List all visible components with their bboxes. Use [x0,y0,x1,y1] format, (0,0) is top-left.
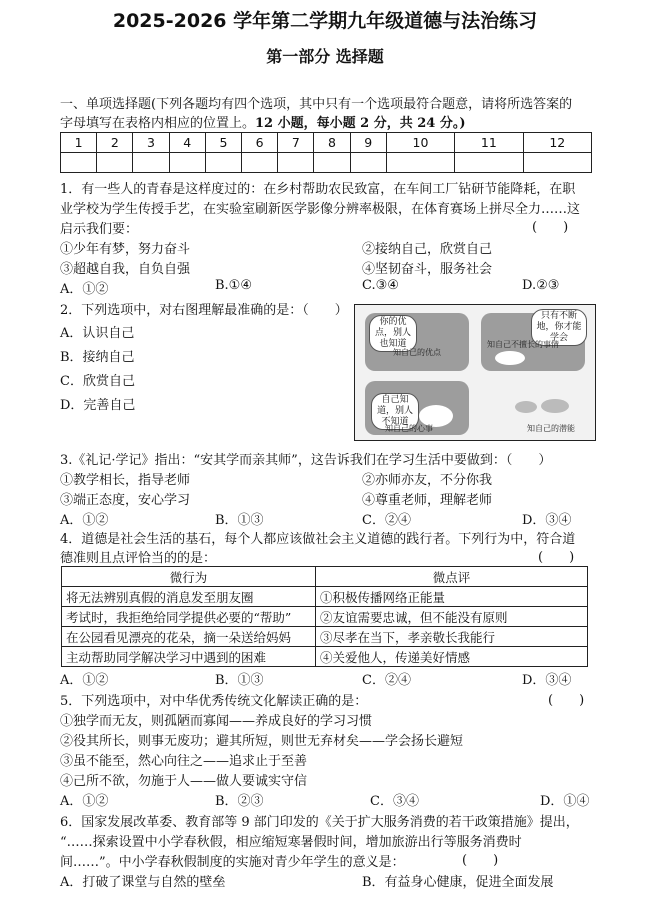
q4-comment-cell: ①积极传播网络正能量 [316,587,588,607]
figure-illustration [495,351,525,365]
answer-input-row [61,153,592,173]
q4-choice-c[interactable]: C．②④ [362,673,411,688]
q5-choice-c[interactable]: C．③④ [370,794,419,809]
section-intro-line2 [60,112,466,131]
q6-answer-paren[interactable]: ( ) [462,853,499,868]
table-row [62,587,588,607]
q1-stem-line3: 启示我们要： [60,222,139,237]
q2-choice-b[interactable]: B．接纳自己 [60,350,135,365]
q4-table-header [62,567,588,587]
intro-bold: 12 小题，每小题 2 分，共 24 分。) [255,116,466,131]
q1-option-3: ③超越自我，自负自强 [60,262,191,277]
q5-choice-a[interactable]: A．①② [60,794,109,809]
table-row [62,607,588,627]
q1-stem-line1: 1．有一些人的青春是这样度过的：在乡村帮助农民致富，在车间工厂钻研节能降耗，在职 [60,182,576,197]
figure-bubble-1: 你的优点，别人也知道 [369,315,417,352]
intro-text: 字母填写在表格内相应的位置上。 [60,116,256,131]
q3-option-1: ①教学相长，指导老师 [60,473,191,488]
q1-option-4: ④坚韧奋斗，服务社会 [362,262,493,277]
answer-cell[interactable] [133,153,169,173]
q3-option-3: ③端正态度，安心学习 [60,493,191,508]
figure-illustration [515,401,537,413]
figure-caption-3: 知自己的心事 [385,424,433,433]
q2-choice-a[interactable]: A．认识自己 [60,326,135,341]
q4-table [61,566,588,667]
q2-choice-d[interactable]: D．完善自己 [60,398,136,413]
answer-cell[interactable] [205,153,241,173]
q1-option-2: ②接纳自己，欣赏自己 [362,242,493,257]
q3-option-2: ②亦师亦友，不分你我 [362,473,493,488]
q6-stem-line3: 间……”。中小学春秋假制度的实施对青少年学生的意义是： [60,855,405,870]
q3-option-4: ④尊重老师，理解老师 [362,493,493,508]
q4-comment-cell: ②友谊需要忠诚，但不能没有原则 [316,607,588,627]
q4-header-behavior: 微行为 [62,567,316,587]
q6-choice-a[interactable]: A．打破了课堂与自然的壁垒 [60,875,226,890]
q5-option-2: ②役其所长，则事无废功；避其所短，则世无弃材矣——学会扬长避短 [60,734,464,749]
q4-comment-cell: ③尽孝在当下，孝亲敬长我能行 [316,627,588,647]
answer-cell[interactable] [314,153,350,173]
answer-cell[interactable] [386,153,454,173]
q5-choice-b[interactable]: B．②③ [215,794,264,809]
q1-choice-b[interactable]: B.①④ [215,278,252,293]
figure-caption-2: 知自己不擅长的事情 [487,340,559,349]
q2-figure [354,304,596,441]
answer-cell[interactable] [455,153,523,173]
answer-cell[interactable] [350,153,386,173]
q4-choice-b[interactable]: B．①③ [215,673,264,688]
answer-number: 7 [278,133,314,153]
q1-answer-paren[interactable]: ( ) [532,220,569,235]
answer-number: 3 [133,133,169,153]
q1-choice-d[interactable]: D.②③ [522,278,560,293]
q4-behavior-cell: 考试时，我拒绝给同学提供必要的“帮助” [62,607,316,627]
figure-bubble-3: 自己知道，别人不知道 [371,393,419,430]
answer-cell[interactable] [523,153,591,173]
q6-stem-line1: 6．国家发展改革委、教育部等 9 部门印发的《关于扩大服务消费的若干政策措施》提出， [60,815,579,830]
q5-option-3: ③虽不能至，然心向往之——追求止于至善 [60,754,308,769]
q3-choice-b[interactable]: B．①③ [215,513,264,528]
table-row [62,647,588,667]
q5-answer-paren[interactable]: ( ) [548,693,585,708]
q5-option-4: ④己所不欲，勿施于人——做人要诚实守信 [60,774,308,789]
q4-answer-paren[interactable]: ( ) [538,550,575,565]
q3-choice-d[interactable]: D．③④ [522,513,572,528]
answer-number: 1 [61,133,97,153]
q6-stem-line2: “……探索设置中小学春秋假，相应缩短寒暑假时间，增加旅游出行等服务消费时 [60,835,522,850]
q1-stem-line2: 业学校为学生传授手艺，在实验室刷新医学影像分辨率极限，在体育赛场上拼尽全力……这 [60,202,581,217]
answer-cell[interactable] [97,153,133,173]
answer-cell[interactable] [61,153,97,173]
q1-option-1: ①少年有梦，努力奋斗 [60,242,191,257]
page-title: 2025-2026 学年第二学期九年级道德与法治练习 [112,10,538,32]
answer-cell[interactable] [242,153,278,173]
answer-cell[interactable] [278,153,314,173]
answer-number: 6 [242,133,278,153]
answer-cell[interactable] [169,153,205,173]
figure-illustration [541,399,569,413]
section-intro-line1: 一、单项选择题(下列各题均有四个选项，其中只有一个选项最符合题意，请将所选答案的 [60,97,573,112]
q5-choice-d[interactable]: D．①④ [540,794,590,809]
q4-stem-line2: 德准则且点评恰当的的是： [60,551,217,566]
q5-stem: 5．下列选项中，对中华优秀传统文化解读正确的是： [60,694,368,709]
q4-choice-a[interactable]: A．①② [60,673,109,688]
answer-number: 5 [205,133,241,153]
q5-option-1: ①独学而无友，则孤陋而寡闻——养成良好的学习习惯 [60,714,373,729]
figure-caption-4: 知自己的潜能 [527,424,575,433]
q4-comment-cell: ④关爱他人，传递美好情感 [316,647,588,667]
q4-stem-line1: 4．道德是社会生活的基石，每个人都应该做社会主义道德的践行者。下列行为中，符合道 [60,532,576,547]
q4-choice-d[interactable]: D．③④ [522,673,572,688]
q2-choice-c[interactable]: C．欣赏自己 [60,374,135,389]
q1-choice-a[interactable]: A．①② [60,282,109,297]
q3-choice-a[interactable]: A．①② [60,513,109,528]
q4-behavior-cell: 在公园看见漂亮的花朵，摘一朵送给妈妈 [62,627,316,647]
answer-table [60,132,592,173]
answer-number: 11 [455,133,523,153]
q4-header-comment: 微点评 [316,567,588,587]
table-row [62,627,588,647]
answer-number: 2 [97,133,133,153]
answer-number: 8 [314,133,350,153]
answer-number: 10 [386,133,454,153]
q6-choice-b[interactable]: B．有益身心健康，促进全面发展 [362,875,554,890]
q2-stem: 2．下列选项中，对右图理解最准确的是：（ ） [60,303,348,318]
answer-number-row [61,133,592,153]
section-subtitle: 第一部分 选择题 [266,47,384,66]
figure-bubble-2: 只有不断地，你才能学会 [531,309,587,346]
q3-stem: 3.《礼记·学记》指出：“安其学而亲其师”，这告诉我们在学习生活中要做到：（ ） [60,453,552,468]
q4-behavior-cell: 主动帮助同学解决学习中遇到的困难 [62,647,316,667]
q1-choice-c[interactable]: C.③④ [362,278,399,293]
figure-caption-1: 知自己的优点 [393,348,441,357]
answer-number: 12 [523,133,591,153]
answer-number: 4 [169,133,205,153]
q4-behavior-cell: 将无法辨别真假的消息发至朋友圈 [62,587,316,607]
q3-choice-c[interactable]: C．②④ [362,513,411,528]
answer-number: 9 [350,133,386,153]
